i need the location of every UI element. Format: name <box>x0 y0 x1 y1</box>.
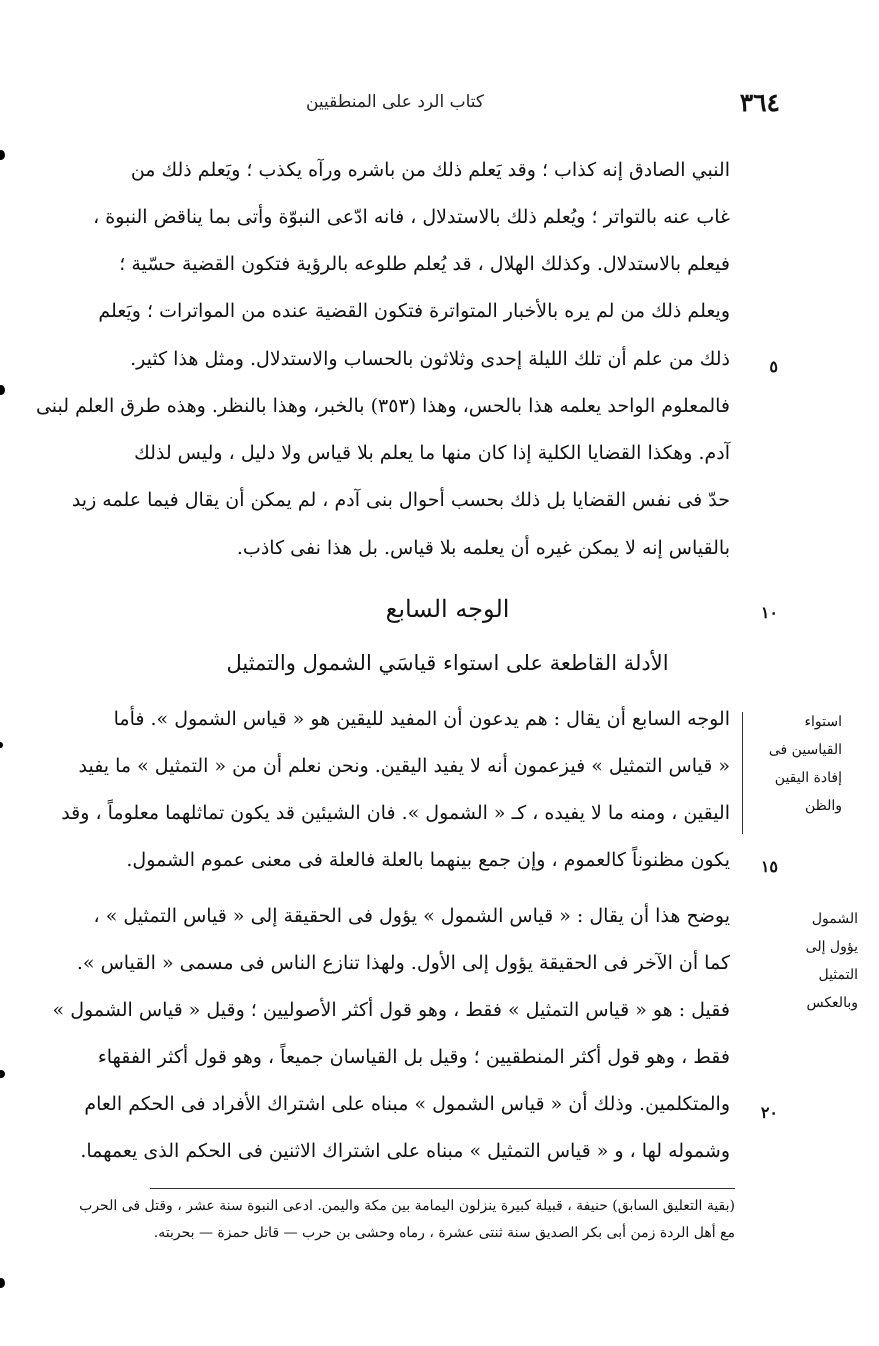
text-line: فقط ، وهو قول أكثر المنطقيين ؛ وقيل بل القياسان جميعاً ، وهو قول أكثر الفقهاء <box>97 1046 730 1068</box>
running-header-title: كتاب الرد على المنطقيين <box>305 92 485 112</box>
margin-note-line: استواء <box>804 714 842 730</box>
text-line: كما أن الآخر فى الحقيقة يؤول إلى الأول. ولهذا تنازع الناس فى مسمى « القياس ». <box>76 952 730 974</box>
margin-note-line: القياسين فى <box>768 742 842 758</box>
margin-note-line: إفادة اليقين <box>774 770 842 786</box>
text-line: ذلك من علم أن تلك الليلة إحدى وثلاثون بالحساب والاستدلال. ومثل هذا كثير. <box>130 348 730 370</box>
text-line: فقيل : هو « قياس التمثيل » فقط ، وهو قول أكثر الأصوليين ؛ وقيل « قياس الشمول » <box>52 999 730 1021</box>
margin-bracket <box>742 712 743 834</box>
text-line: يوضح هذا أن يقال : « قياس الشمول » يؤول فى الحقيقة إلى « قياس التمثيل » ، <box>93 905 730 927</box>
margin-note <box>768 905 858 1017</box>
line-number: ٢٠ <box>760 1103 778 1122</box>
text-line: بالقياس إنه لا يمكن غيره أن يعلمه بلا قياس. بل هذا نفى كاذب. <box>236 537 730 559</box>
scan-blot <box>0 385 5 395</box>
text-line: آدم. وهكذا القضايا الكلية إذا كان منها ما يعلم بلا قياس ولا دليل ، وليس لذلك <box>134 442 730 464</box>
text-line: اليقين ، ومنه ما لا يفيده ، كـ « الشمول ». فان الشيئين قد يكون تماثلهما معلوماً ، وقد <box>61 802 730 824</box>
text-line: فيعلم بالاستدلال. وكذلك الهلال ، قد يُعلم طلوعه بالرؤية فتكون القضية حسّية ؛ <box>119 253 730 275</box>
section-heading: الوجه السابع <box>385 595 510 623</box>
scan-blot <box>0 742 3 748</box>
text-line: « قياس التمثيل » فيزعمون أنه لا يفيد اليقين. ونحن نعلم أن من « التمثيل » ما يفيد <box>78 755 730 777</box>
scan-blot <box>0 1278 5 1288</box>
text-line: الوجه السابع أن يقال : هم يدعون أن المفيد لليقين هو « قياس الشمول ». فأما <box>113 708 730 730</box>
margin-note-line: وبالعكس <box>806 995 858 1011</box>
footnote-line: (بقية التعليق السابق) حنيفة ، قبيلة كبيرة ينزلون اليمامة بين مكة واليمن. ادعى النبوة سنة عشر ، وقتل فى الحرب <box>79 1198 735 1214</box>
scan-blot <box>0 1070 5 1078</box>
text-line: النبي الصادق إنه كذاب ؛ وقد يَعلم ذلك من باشره ورآه يكذب ؛ ويَعلم ذلك من <box>130 159 730 181</box>
footnote-line: مع أهل الردة زمن أبى بكر الصديق سنة ثنتى عشرة ، رماه وحشى بن حرب — قاتل حمزة — بحربته. <box>153 1225 735 1241</box>
text-line: فالمعلوم الواحد يعلمه هذا بالحس، وهذا (٣٥٣) بالخبر، وهذا بالنظر. وهذه طرق العلم لبنى <box>35 395 730 417</box>
text-line: وشموله لها ، و « قياس التمثيل » مبناه على اشتراك الاثنين فى الحكم الذى يعمهما. <box>80 1140 730 1162</box>
scan-blot <box>0 150 5 160</box>
text-line: ويعلم ذلك من لم يره بالأخبار المتواترة فتكون القضية عنده من المواترات ؛ ويَعلم <box>98 300 730 322</box>
margin-note-line: التمثيل <box>818 967 858 983</box>
line-number: ٥ <box>769 357 778 376</box>
page-number: ٣٦٤ <box>739 88 780 117</box>
line-number: ١٥ <box>760 857 778 876</box>
footnote-divider <box>150 1188 735 1189</box>
margin-note <box>752 708 842 820</box>
section-subheading: الأدلة القاطعة على استواء قياسَي الشمول والتمثيل <box>226 651 669 675</box>
text-line: غاب عنه بالتواتر ؛ ويُعلم ذلك بالاستدلال ، فانه ادّعى النبوّة وأتى بما يناقض النبوة ، <box>93 206 730 228</box>
margin-note-line: يؤول إلى <box>805 939 858 955</box>
text-line: والمتكلمين. وذلك أن « قياس الشمول » مبناه على اشتراك الأفراد فى الحكم العام <box>84 1093 730 1115</box>
text-line: يكون مظنوناً كالعموم ، وإن جمع بينهما بالعلة فالعلة فى معنى عموم الشمول. <box>126 849 730 871</box>
line-number: ١٠ <box>760 603 778 622</box>
text-line: حدّ فى نفس القضايا بل ذلك بحسب أحوال بنى آدم ، لم يمكن أن يقال فيما علمه زيد <box>71 489 730 511</box>
margin-note-line: والظن <box>804 798 842 814</box>
margin-note-line: الشمول <box>811 911 858 927</box>
